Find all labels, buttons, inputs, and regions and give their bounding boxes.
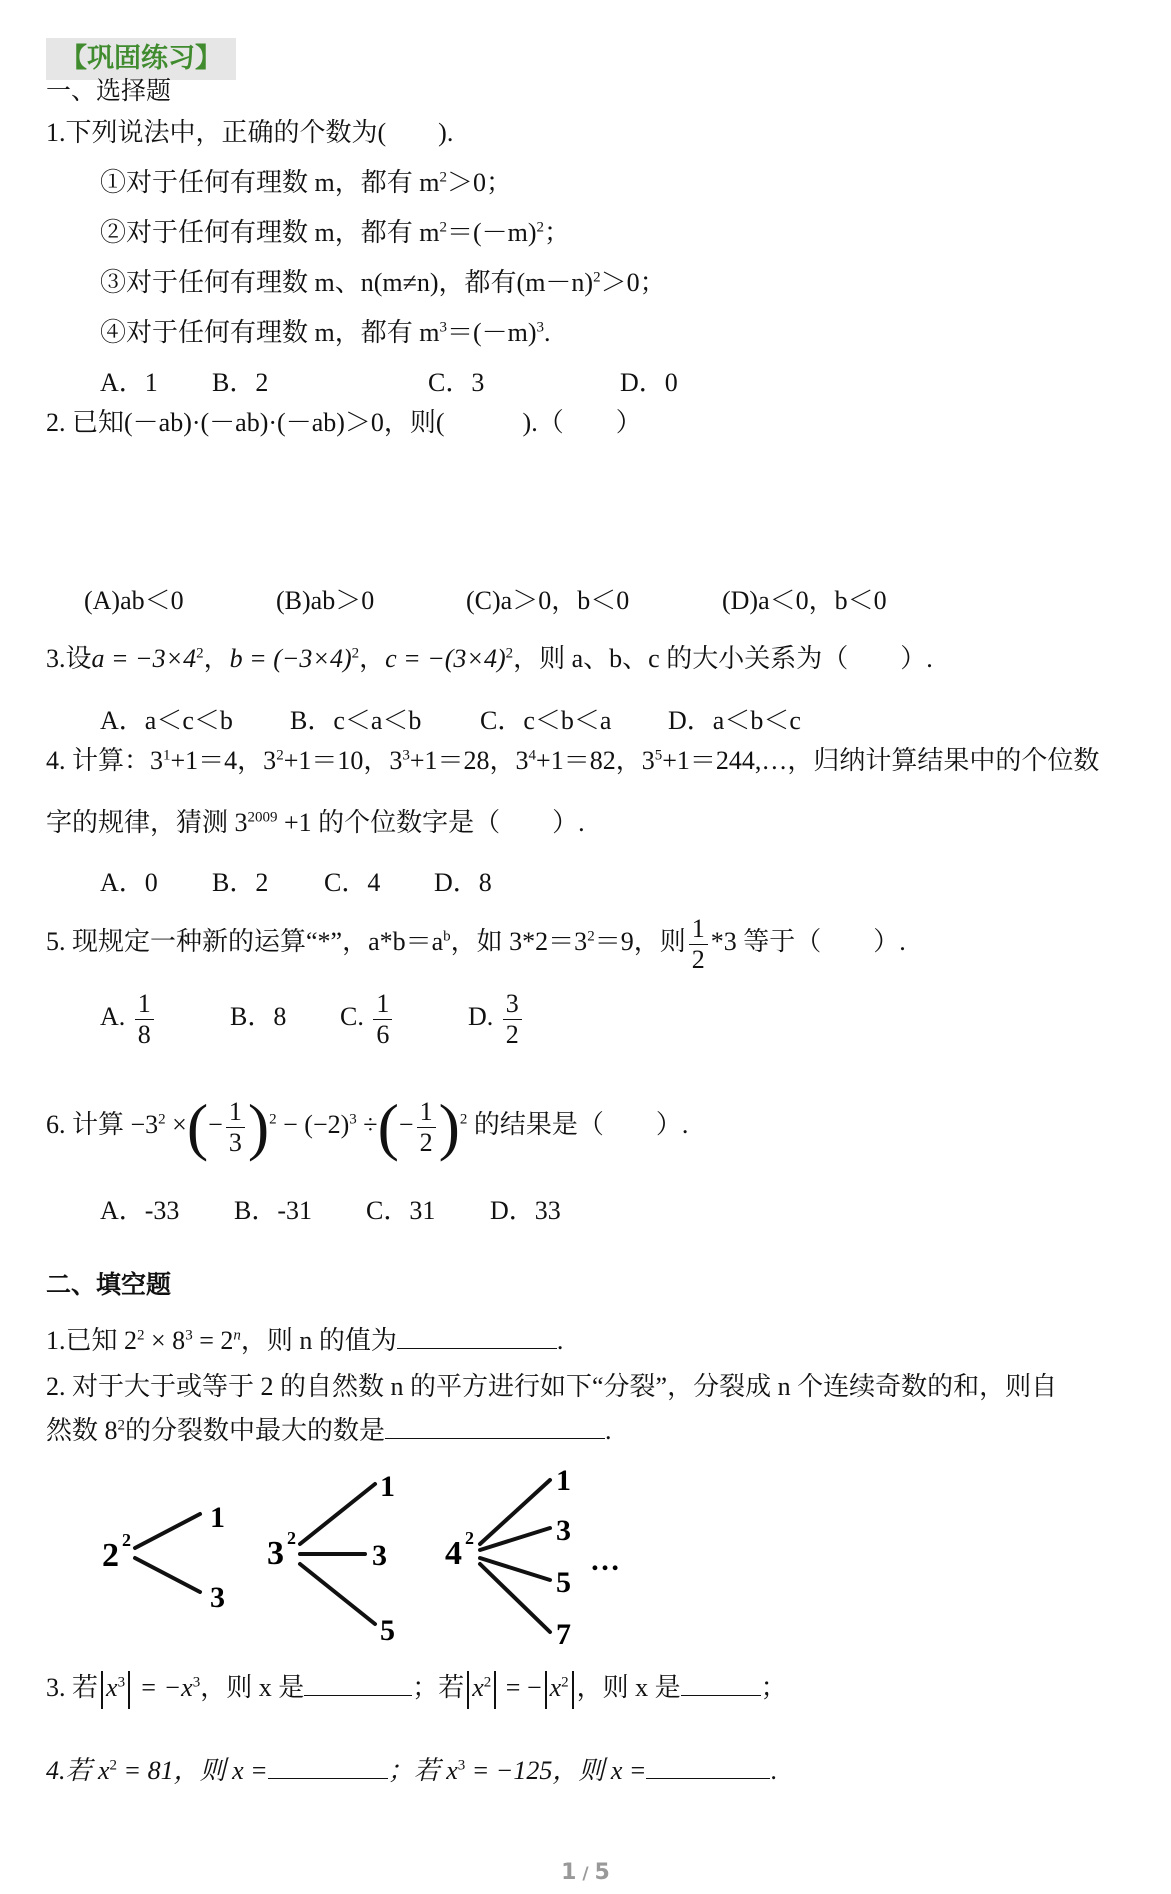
- q1-option-a: A．1: [100, 368, 158, 397]
- split-4-part-4: 7: [556, 1618, 571, 1650]
- split-4-base: 4: [445, 1535, 462, 1572]
- q1-statement-2: ②对于任何有理数 m，都有 $m^2=(-m)^2$；: [100, 218, 571, 247]
- split-4-part-2: 3: [556, 1514, 571, 1547]
- split-diagram: [90, 1460, 650, 1650]
- practice-header: 【巩固练习】: [46, 38, 236, 80]
- split-3-part-3: 5: [380, 1614, 395, 1647]
- q1-statement-1: ①对于任何有理数 m，都有 $m^2>0$；: [100, 168, 512, 197]
- q1-stem: 1.下列说法中，正确的个数为( ).: [46, 118, 454, 147]
- f1-answer-blank[interactable]: [397, 1322, 557, 1349]
- q1-statement-3: ③对于任何有理数 m、n(m≠n)，都有$(m-n)^2>0$；: [100, 268, 666, 297]
- q1-option-b: B．2: [212, 368, 269, 397]
- q3-stem: 3.设$a = -3\times 4^2$，$b = (-3\times 4)^2$，$c = -(3\times 4)^2$，则 a、b、c 的大小关系为（ ）.: [46, 644, 933, 673]
- q5-fraction: $\frac{1}{2}$: [689, 914, 708, 975]
- f4-answer-blank-1[interactable]: [268, 1752, 388, 1779]
- q5-option-c: C. $\frac{1}{6}$: [340, 986, 395, 1050]
- split-2-exp: 2: [122, 1530, 131, 1550]
- f4-line: 4.若 $x^2 = 81$，则 x = ；若 $x^3 = -125$，则 x = .: [46, 1752, 777, 1788]
- q3-option-c: C．c＜b＜a: [480, 706, 612, 735]
- q4-option-d: D．8: [434, 868, 492, 897]
- q5-option-b: B．8: [230, 1002, 287, 1031]
- q5-option-a: A. $\frac{1}{8}$: [100, 986, 157, 1050]
- q1-statement-4: ④对于任何有理数 m，都有 $m^3=(-m)^3$.: [100, 318, 551, 347]
- f3-answer-blank-2[interactable]: [681, 1669, 761, 1696]
- q6-option-a: A．-33: [100, 1196, 180, 1225]
- f2-line-2: 然数 $8^2$的分裂数中最大的数是 .: [46, 1412, 612, 1448]
- split-3-part-1: 1: [380, 1470, 395, 1503]
- q4-line-1: 4. 计算：$3^1+1=4$，$3^2+1=10$，$3^3+1=28$，$3^4+1=82$，$3^5+1=244,\dots$，归纳计算结果中的个位数: [46, 746, 1100, 775]
- q1-option-d: D．0: [620, 368, 678, 397]
- q2-option-b: (B)ab＞0: [276, 586, 375, 615]
- f1-line: 1.已知 $2^2 \times 8^3 = 2^n$，则 n 的值为 .: [46, 1322, 563, 1358]
- section-choice-title: 一、选择题: [46, 76, 172, 105]
- q3-option-d: D．a＜b＜c: [668, 706, 801, 735]
- q5-option-d: D. $\frac{3}{2}$: [468, 986, 525, 1050]
- q4-option-b: B．2: [212, 868, 269, 897]
- q3-option-a: A．a＜c＜b: [100, 706, 233, 735]
- q4-option-c: C．4: [324, 868, 381, 897]
- q2-option-a: (A)ab＜0: [84, 586, 184, 615]
- f4-answer-blank-2[interactable]: [646, 1752, 770, 1779]
- split-3-base: 3: [267, 1535, 284, 1572]
- split-ellipsis: …: [590, 1544, 620, 1577]
- page-indicator: 1 / 5: [561, 1860, 610, 1885]
- q6-option-d: D．33: [490, 1196, 561, 1225]
- q2-option-d: (D)a＜0，b＜0: [722, 586, 887, 615]
- f2-line-1: 2. 对于大于或等于 2 的自然数 n 的平方进行如下“分裂”，分裂成 n 个连续奇数的和，则自: [46, 1372, 1058, 1401]
- split-4-part-3: 5: [556, 1566, 571, 1599]
- split-2-base: 2: [102, 1537, 119, 1574]
- q2-stem: 2. 已知(－ab)·(－ab)·(－ab)＞0，则( ).（ ）: [46, 408, 642, 437]
- f3-line: 3. 若 $x^3 = -x^3$，则 x 是 ；若 $x^2$ = − $x^2$ ，则 x 是 ；: [46, 1666, 787, 1710]
- q2-option-c: (C)a＞0，b＜0: [466, 586, 630, 615]
- f3-answer-blank-1[interactable]: [304, 1669, 412, 1696]
- split-4-part-1: 1: [556, 1464, 571, 1497]
- split-3-exp: 2: [287, 1528, 296, 1548]
- q1-option-c: C．3: [428, 368, 485, 397]
- q6-stem: 6. 计算 $-3^2$ ×(− $\frac{1}{3}$ )$^2 - (-2)^3$ ÷(− $\frac{1}{2}$ )$^2$ 的结果是（ ）.: [46, 1091, 689, 1163]
- q3-option-b: B．c＜a＜b: [290, 706, 422, 735]
- q6-option-b: B．-31: [234, 1196, 313, 1225]
- split-2-part-1: 1: [210, 1501, 225, 1534]
- split-3-part-2: 3: [372, 1539, 387, 1572]
- split-4-exp: 2: [465, 1528, 474, 1548]
- f2-answer-blank[interactable]: [385, 1412, 605, 1439]
- q5-stem: 5. 现规定一种新的运算“*”，$a*b=a^b$，如 $3*2=3^2=9$，则 $\frac{1}{2}$ *3 等于（ ）.: [46, 913, 906, 974]
- section-fill-title: 二、填空题: [46, 1270, 172, 1299]
- q4-option-a: A．0: [100, 868, 158, 897]
- q6-option-c: C．31: [366, 1196, 436, 1225]
- split-2-part-2: 3: [210, 1581, 225, 1614]
- q4-line-2: 字的规律，猜测 $3^{2009} +1$ 的个位数字是（ ）.: [46, 808, 585, 837]
